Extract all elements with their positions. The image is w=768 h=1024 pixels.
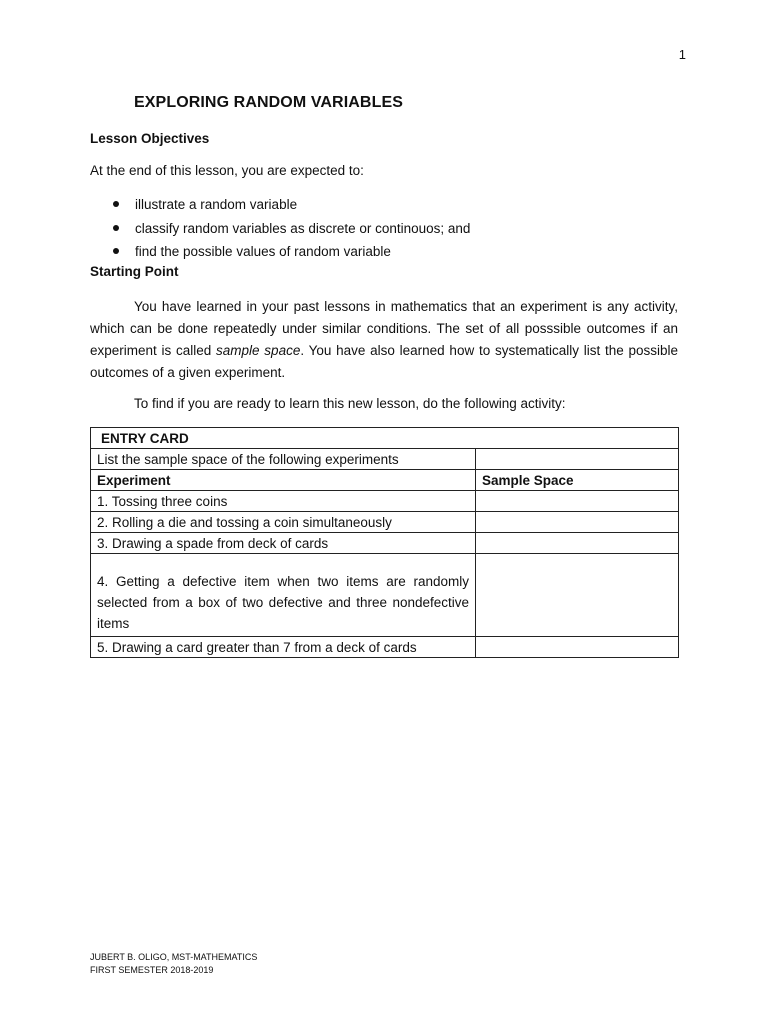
objective-text: illustrate a random variable bbox=[135, 197, 298, 212]
footer-semester: FIRST SEMESTER 2018-2019 bbox=[90, 965, 214, 975]
objectives-intro: At the end of this lesson, you are expected to: bbox=[90, 163, 364, 178]
table-row bbox=[91, 491, 679, 512]
table-row bbox=[91, 449, 679, 470]
objective-text: classify random variables as discrete or continouos; and bbox=[135, 220, 471, 236]
table-row bbox=[91, 554, 679, 637]
experiment-cell: 4. Getting a defective item when two items are randomly selected from a box of two defective and three nondefective items bbox=[91, 554, 476, 637]
objective-item bbox=[113, 219, 470, 243]
starting-point-heading: Starting Point bbox=[90, 264, 179, 279]
instruction-cell: List the sample space of the following experiments bbox=[91, 449, 476, 470]
footer-author: JUBERT B. OLIGO, MST-MATHEMATICS bbox=[90, 952, 258, 962]
experiment-cell: 5. Drawing a card greater than 7 from a deck of cards bbox=[91, 637, 476, 658]
objectives-list bbox=[113, 195, 470, 266]
sample-space-cell[interactable] bbox=[476, 512, 679, 533]
sample-space-cell[interactable] bbox=[476, 491, 679, 512]
activity-instruction: To find if you are ready to learn this new lesson, do the following activity: bbox=[134, 396, 566, 411]
bullet-icon bbox=[113, 201, 119, 207]
paragraph-text: . You have also learned how to systematically list the possible outcomes of a given experiment. bbox=[90, 343, 678, 380]
experiment-cell: 3. Drawing a spade from deck of cards bbox=[91, 533, 476, 554]
experiment-cell: 2. Rolling a die and tossing a coin simultaneously bbox=[91, 512, 476, 533]
objective-item bbox=[113, 195, 470, 219]
page-number: 1 bbox=[678, 47, 686, 62]
page-footer bbox=[90, 951, 257, 977]
sample-space-cell[interactable] bbox=[476, 637, 679, 658]
bullet-icon bbox=[113, 248, 119, 254]
sample-space-cell[interactable] bbox=[476, 554, 679, 637]
entry-card-title: ENTRY CARD bbox=[91, 428, 679, 449]
lesson-objectives-heading: Lesson Objectives bbox=[90, 131, 210, 146]
sample-space-term: sample space bbox=[216, 343, 301, 358]
experiment-cell: 1. Tossing three coins bbox=[91, 491, 476, 512]
table-row bbox=[91, 637, 679, 658]
entry-card-table bbox=[90, 427, 679, 658]
table-row bbox=[91, 512, 679, 533]
starting-point-paragraph bbox=[90, 296, 678, 384]
column-header-experiment: Experiment bbox=[91, 470, 476, 491]
objective-item bbox=[113, 242, 470, 266]
paragraph-text: You have learned in your past lessons in mathematics that an experiment is any activity, which can be done repeatedly under similar conditions. The set of all posssible outcomes if an experiment is called bbox=[90, 299, 678, 358]
objective-text: find the possible values of random variable bbox=[135, 244, 391, 259]
empty-cell bbox=[476, 449, 679, 470]
sample-space-cell[interactable] bbox=[476, 533, 679, 554]
table-row bbox=[91, 428, 679, 449]
document-title: EXPLORING RANDOM VARIABLES bbox=[134, 94, 403, 111]
table-row bbox=[91, 533, 679, 554]
column-header-sample-space: Sample Space bbox=[476, 470, 679, 491]
table-header-row bbox=[91, 470, 679, 491]
bullet-icon bbox=[113, 225, 119, 231]
